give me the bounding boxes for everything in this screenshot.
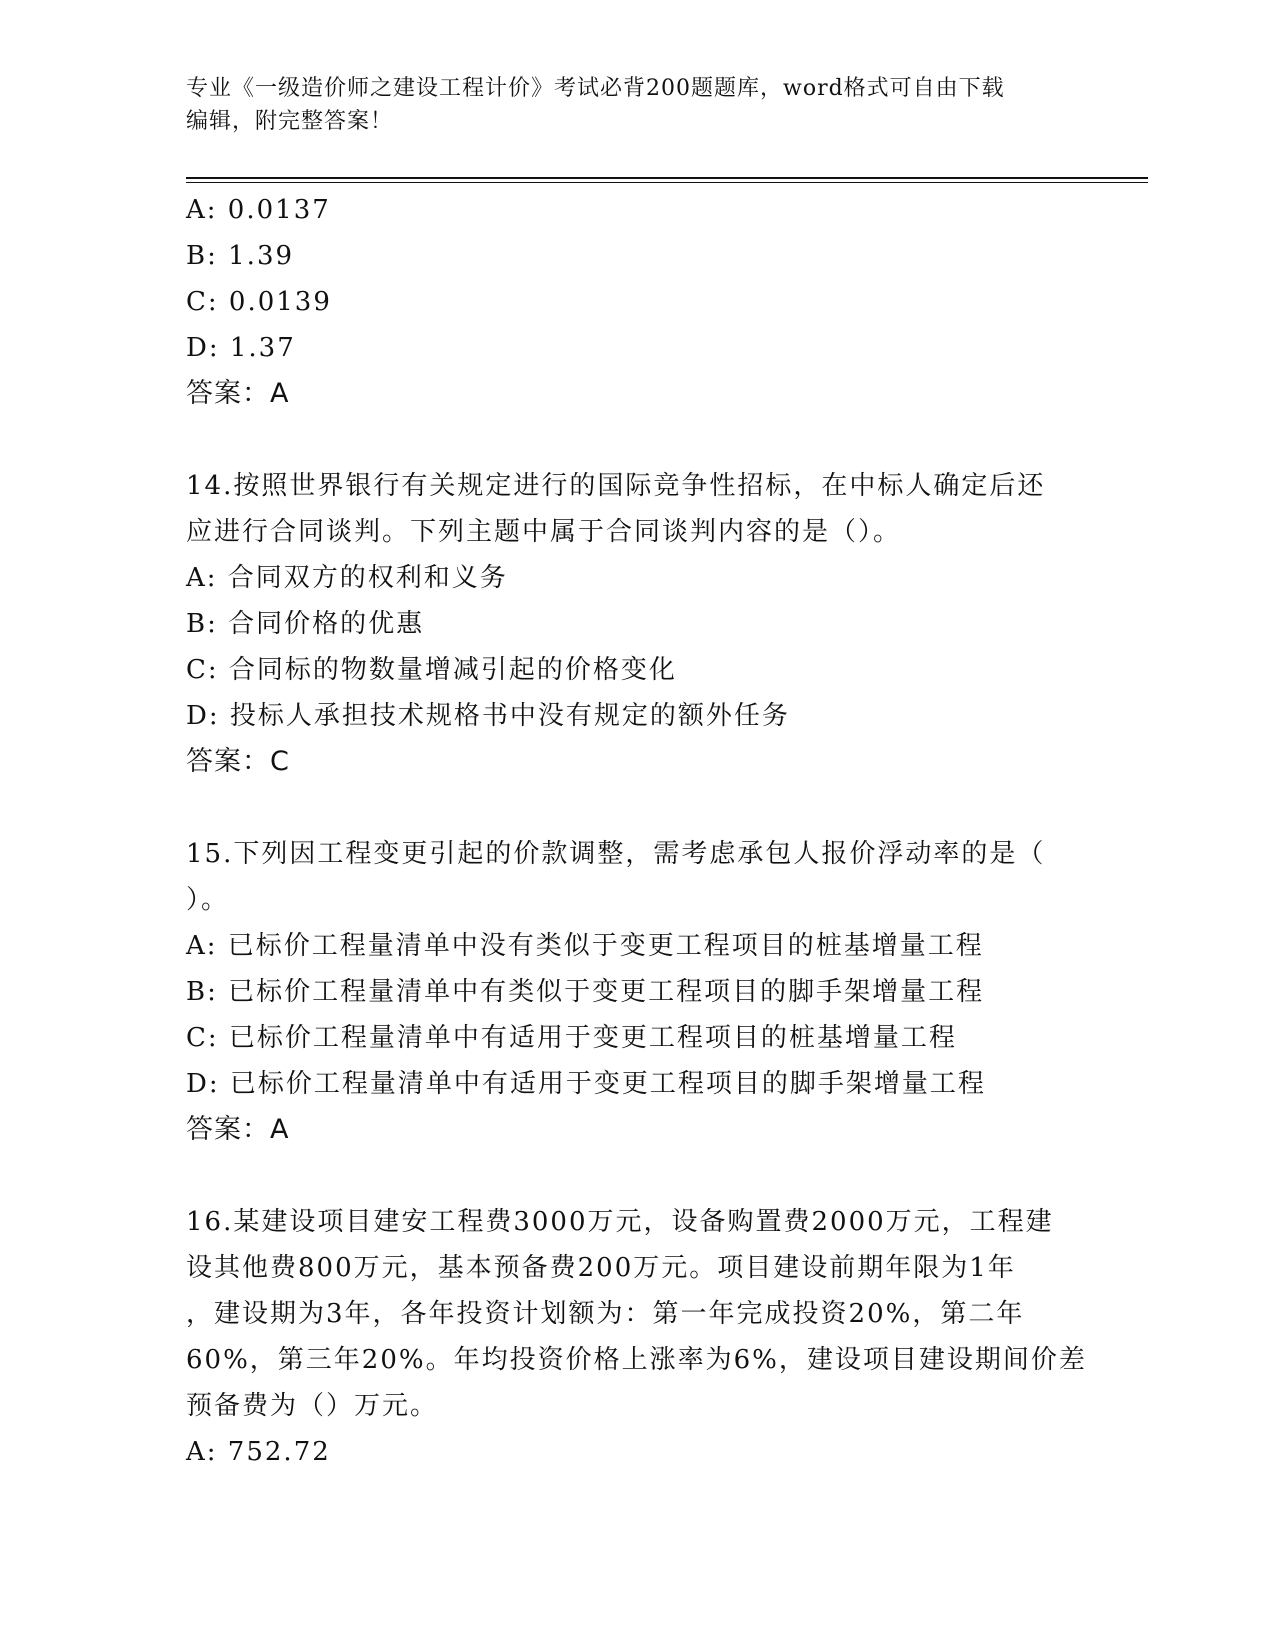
answer-label: 答案：C xyxy=(186,746,290,777)
question-stem-line: 应进行合同谈判。下列主题中属于合同谈判内容的是（）。 xyxy=(186,517,902,547)
question-stem-line: 预备费为（）万元。 xyxy=(186,1391,439,1421)
option-a: A: 已标价工程量清单中没有类似于变更工程项目的桩基增量工程 xyxy=(186,931,984,961)
question-stem-line: ）。 xyxy=(186,885,230,915)
question-13 xyxy=(186,187,1086,417)
header-line-2: 编辑，附完整答案！ xyxy=(186,109,394,134)
option-b: B: 1.39 xyxy=(186,241,295,271)
option-a: A: 752.72 xyxy=(186,1437,331,1467)
option-b: B: 已标价工程量清单中有类似于变更工程项目的脚手架增量工程 xyxy=(186,977,985,1007)
question-stem-line: 设其他费800万元，基本预备费200万元。项目建设前期年限为1年 xyxy=(186,1253,1016,1283)
answer-label: 答案：A xyxy=(186,378,290,409)
option-a: A: 0.0137 xyxy=(186,195,331,225)
option-c: C: 合同标的物数量增减引起的价格变化 xyxy=(186,655,677,685)
header-divider-thick xyxy=(186,177,1148,179)
answer-label: 答案：A xyxy=(186,1114,290,1145)
option-d: D: 已标价工程量清单中有适用于变更工程项目的脚手架增量工程 xyxy=(186,1069,986,1099)
document-header xyxy=(186,72,1086,138)
option-d: D: 投标人承担技术规格书中没有规定的额外任务 xyxy=(186,701,790,731)
question-stem-line: 16.某建设项目建安工程费3000万元，设备购置费2000万元，工程建 xyxy=(186,1207,1054,1237)
question-stem-line: 15.下列因工程变更引起的价款调整，需考虑承包人报价浮动率的是（ xyxy=(186,839,1046,869)
option-b: B: 合同价格的优惠 xyxy=(186,609,425,639)
spacer xyxy=(186,1153,1086,1199)
option-a: A: 合同双方的权利和义务 xyxy=(186,563,508,593)
option-c: C: 已标价工程量清单中有适用于变更工程项目的桩基增量工程 xyxy=(186,1023,957,1053)
question-stem-line: 14.按照世界银行有关规定进行的国际竞争性招标，在中标人确定后还 xyxy=(186,471,1046,501)
question-list xyxy=(186,187,1086,1475)
spacer xyxy=(186,785,1086,831)
option-d: D: 1.37 xyxy=(186,333,296,363)
header-divider-thin xyxy=(186,182,1148,183)
question-stem-line: 60%，第三年20%。年均投资价格上涨率为6%，建设项目建设期间价差 xyxy=(186,1345,1087,1375)
question-stem-line: ，建设期为3年，各年投资计划额为：第一年完成投资20%，第二年 xyxy=(186,1299,1025,1329)
question-15 xyxy=(186,831,1086,1153)
header-line-1: 专业《一级造价师之建设工程计价》考试必背200题题库，word格式可自由下载 xyxy=(186,76,1005,101)
option-c: C: 0.0139 xyxy=(186,287,332,317)
spacer xyxy=(186,417,1086,463)
question-14 xyxy=(186,463,1086,785)
question-16 xyxy=(186,1199,1086,1475)
